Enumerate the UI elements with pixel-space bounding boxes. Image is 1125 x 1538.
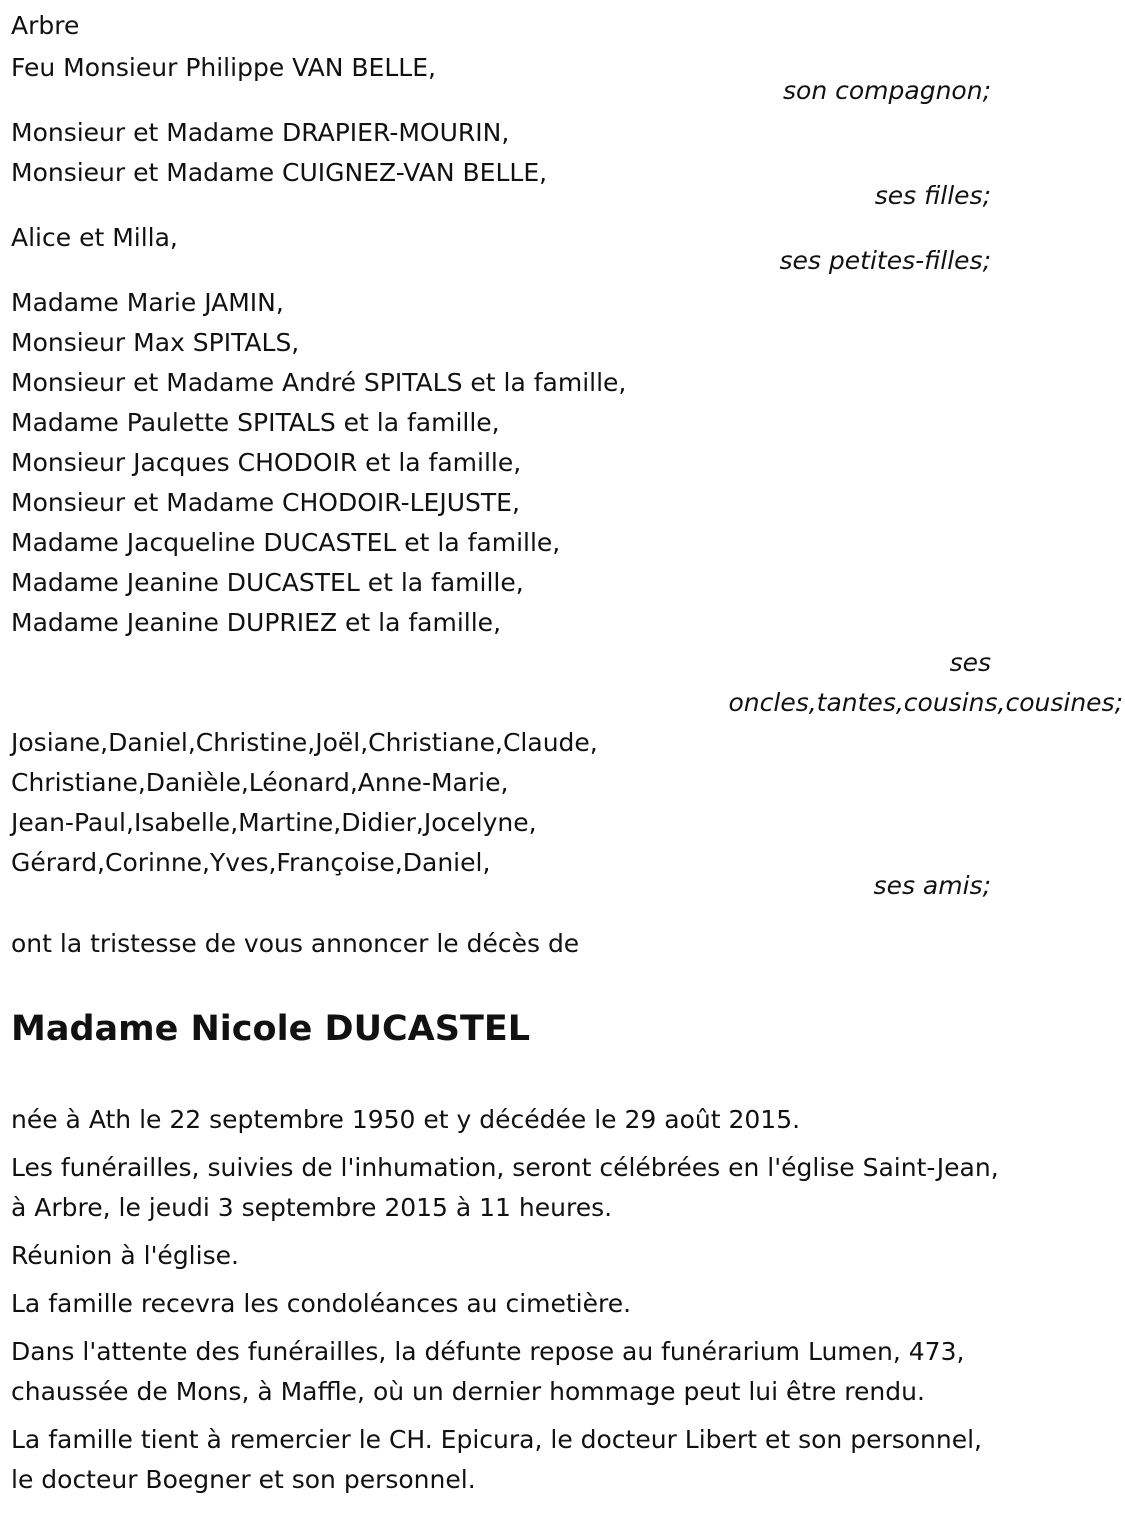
family-group-daughters xyxy=(11,113,1121,216)
family-member: Monsieur et Madame DRAPIER-MOURIN, xyxy=(11,118,510,147)
family-member: Madame Paulette SPITALS et la famille, xyxy=(11,408,500,437)
friend-names: Jean-Paul,Isabelle,Martine,Didier,Jocelyne, xyxy=(11,808,537,837)
friend-names: Gérard,Corinne,Yves,Françoise,Daniel, xyxy=(11,848,491,877)
meeting-info: Réunion à l'église. xyxy=(11,1241,239,1270)
friend-names: Josiane,Daniel,Christine,Joël,Christiane,Claude, xyxy=(11,728,598,757)
deceased-name: Madame Nicole DUCASTEL xyxy=(11,1009,531,1049)
birth-death-info: née à Ath le 22 septembre 1950 et y décédée le 29 août 2015. xyxy=(11,1105,801,1134)
family-group-friends xyxy=(11,723,1121,906)
family-group-companion xyxy=(11,48,1121,111)
announcement-text: ont la tristesse de vous annoncer le décès de xyxy=(11,929,580,958)
family-member: Monsieur Max SPITALS, xyxy=(11,328,300,357)
relation-label: ses xyxy=(949,648,991,677)
relation-label: oncles,tantes,cousins,cousines; xyxy=(728,688,1123,717)
family-member: Monsieur et Madame CUIGNEZ-VAN BELLE, xyxy=(11,158,548,187)
family-member: Alice et Milla, xyxy=(11,223,178,252)
funeral-details: Les funérailles, suivies de l'inhumation, seront célébrées en l'église Saint-Jean, à Arbre, le jeudi 3 septembre 2015 à 11 heures. xyxy=(11,1153,999,1222)
family-member: Madame Jeanine DUPRIEZ et la famille, xyxy=(11,608,502,637)
family-member: Feu Monsieur Philippe VAN BELLE, xyxy=(11,53,436,82)
family-member: Monsieur et Madame André SPITALS et la famille, xyxy=(11,368,627,397)
relation-label: ses petites-filles; xyxy=(779,246,991,275)
family-member: Madame Jeanine DUCASTEL et la famille, xyxy=(11,568,524,597)
funerarium-info: Dans l'attente des funérailles, la défunte repose au funérarium Lumen, 473, chaussée de Mons, à Maffle, où un dernier hommage peut lui être rendu. xyxy=(11,1337,965,1406)
friend-names: Christiane,Danièle,Léonard,Anne-Marie, xyxy=(11,768,509,797)
family-group-relatives xyxy=(11,283,1121,723)
thanks-text: La famille tient à remercier le CH. Epicura, le docteur Libert et son personnel, le docteur Boegner et son personnel. xyxy=(11,1425,983,1494)
family-member: Madame Jacqueline DUCASTEL et la famille, xyxy=(11,528,561,557)
relation-label: ses amis; xyxy=(873,871,991,900)
family-member: Monsieur Jacques CHODOIR et la famille, xyxy=(11,448,522,477)
family-member: Monsieur et Madame CHODOIR-LEJUSTE, xyxy=(11,488,520,517)
place-name: Arbre xyxy=(11,11,80,40)
condolences-info: La famille recevra les condoléances au cimetière. xyxy=(11,1289,632,1318)
family-member: Madame Marie JAMIN, xyxy=(11,288,284,317)
obituary-notice xyxy=(11,6,1121,1500)
relation-label: ses filles; xyxy=(874,181,991,210)
family-group-granddaughters xyxy=(11,218,1121,281)
relation-label: son compagnon; xyxy=(783,76,991,105)
